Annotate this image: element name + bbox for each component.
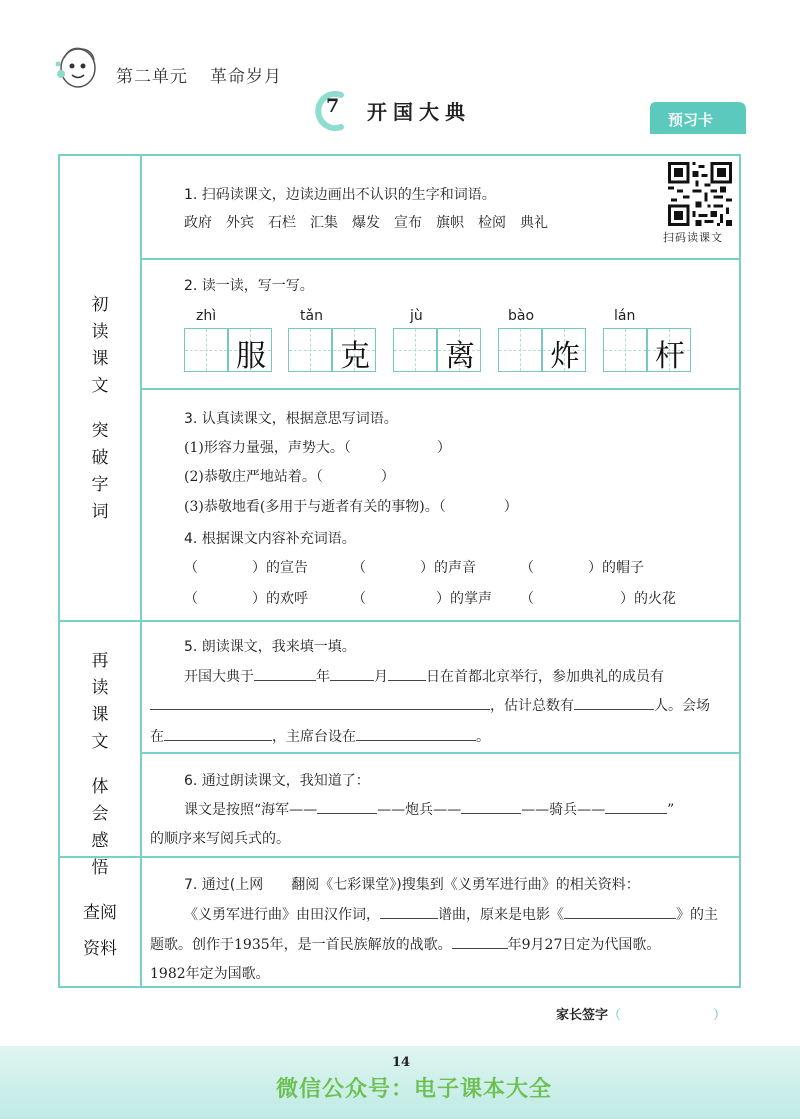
paren-close: ） [503, 499, 518, 515]
paren-open: （ [520, 560, 534, 576]
fill-blank[interactable] [150, 695, 490, 710]
q4-item-text: 的掌声 [450, 591, 492, 607]
q4-item-text: 的帽子 [602, 560, 644, 576]
row-divider [140, 388, 741, 390]
label-char: 会 [91, 804, 109, 824]
q5-line-3 [150, 726, 490, 746]
q5-text: 开国大典于 [184, 669, 254, 685]
q5-text: ，估计总数有 [490, 698, 574, 714]
paren-close: ） [588, 560, 602, 576]
q3-item-text: (1)形容力量强，声势大。（ [184, 440, 351, 456]
q4-item [352, 557, 476, 577]
row-divider [140, 752, 741, 754]
unit-number: 第二单元 [116, 67, 188, 87]
section-divider-h [58, 620, 741, 622]
q4-item [184, 588, 308, 608]
label-char: 感 [91, 831, 109, 851]
writing-grid-char [542, 328, 586, 372]
label-word: 查阅 [83, 903, 117, 923]
fill-blank[interactable] [574, 695, 654, 710]
parent-sign-label: 家长签字 [556, 1008, 609, 1023]
q6-text: ——骑兵—— [521, 802, 606, 818]
q4-item [520, 588, 676, 608]
label-char: 体 [91, 777, 109, 797]
paren-close: ） [620, 591, 634, 607]
q5-text: 年 [316, 669, 330, 685]
q5-text: 在 [150, 729, 164, 745]
preview-card-label: 预习卡 [668, 111, 714, 129]
grid-char: 服 [236, 339, 266, 374]
label-char: 课 [91, 705, 109, 725]
label-char: 突 [91, 421, 109, 441]
section-divider [140, 154, 142, 988]
q6-line-2: 的顺序来写阅兵式的。 [150, 831, 290, 847]
q1-words: 政府 外宾 石栏 汇集 爆发 宣布 旗帜 检阅 典礼 [184, 215, 548, 231]
q3-item-text: (2)恭敬庄严地站着。（ [184, 469, 323, 485]
writing-grid-char [437, 328, 481, 372]
label-char: 文 [91, 376, 109, 396]
q7-text: 《义勇军进行曲》由田汉作词， [184, 907, 380, 923]
q7-text: 》的主 [676, 907, 718, 923]
fill-blank[interactable] [356, 726, 476, 741]
q7-line-1 [184, 904, 718, 924]
grid-char: 离 [445, 339, 475, 374]
label-char: 破 [91, 448, 109, 468]
paren-open: （ [608, 1008, 622, 1023]
grid-char: 克 [340, 339, 370, 374]
q4-item-text: 的欢呼 [266, 591, 308, 607]
q4-item-text: 的声音 [434, 560, 476, 576]
fill-blank[interactable] [330, 666, 374, 681]
lesson-number: 7 [326, 95, 340, 117]
fill-blank[interactable] [317, 799, 377, 814]
pinyin: bào [508, 308, 535, 324]
q5-text: 月 [374, 669, 388, 685]
q7-line-3: 1982年定为国歌。 [150, 966, 270, 982]
writing-grid-blank[interactable] [393, 328, 437, 372]
fill-blank[interactable] [452, 934, 508, 949]
grid-char: 炸 [550, 339, 580, 374]
q5-prompt: 5. 朗读课文，我来填一填。 [184, 639, 356, 655]
q4-item-text: 的宣告 [266, 560, 308, 576]
q7-line-2 [150, 934, 660, 954]
writing-grid-blank[interactable] [498, 328, 542, 372]
q2-prompt: 2. 读一读，写一写。 [184, 278, 314, 294]
label-word: 资料 [83, 939, 117, 959]
q5-line-1 [184, 666, 664, 686]
section-label-lookup [76, 895, 124, 967]
paren-open: （ [184, 591, 198, 607]
paren-close: ） [713, 1008, 727, 1023]
fill-blank[interactable] [380, 904, 438, 919]
writing-grid-char [228, 328, 272, 372]
q4-item [352, 588, 492, 608]
label-char: 读 [91, 322, 109, 342]
q5-text: 日在首都北京举行，参加典礼的成员有 [426, 669, 664, 685]
label-char: 词 [91, 502, 109, 522]
q1-prompt: 1. 扫码读课文，边读边画出不认识的生字和词语。 [184, 187, 496, 203]
section-divider-h [58, 856, 741, 858]
page-number: 14 [392, 1055, 411, 1070]
paren-open: （ [520, 591, 534, 607]
label-char: 再 [91, 651, 109, 671]
q4-item [184, 557, 308, 577]
unit-heading [116, 62, 282, 87]
fill-blank[interactable] [388, 666, 426, 681]
q6-line-1 [184, 799, 674, 819]
q4-item-text: 的火花 [634, 591, 676, 607]
pinyin: tǎn [300, 308, 323, 324]
q4-item [520, 557, 644, 577]
label-char: 课 [91, 349, 109, 369]
writing-grid-char [332, 328, 376, 372]
q3-item-3 [184, 496, 518, 516]
writing-grid-blank[interactable] [184, 328, 228, 372]
q6-prompt: 6. 通过朗读课文，我知道了： [184, 773, 370, 789]
fill-blank[interactable] [461, 799, 521, 814]
q7-text: 年9月27日定为代国歌。 [507, 937, 661, 953]
pinyin: zhì [196, 308, 217, 324]
pinyin: lán [614, 308, 636, 324]
section-label-first-read [88, 292, 112, 526]
label-char: 读 [91, 678, 109, 698]
q5-text: 人。会场 [654, 698, 710, 714]
q7-prompt: 7. 通过(上网 翻阅《七彩课堂》)搜集到《义勇军进行曲》的相关资料： [184, 877, 640, 893]
paren-close: ） [252, 560, 266, 576]
section-label-reread [88, 648, 112, 882]
writing-grid-char [647, 328, 691, 372]
label-char: 悟 [91, 858, 109, 878]
q4-prompt: 4. 根据课文内容补充词语。 [184, 531, 356, 547]
paren-close: ） [436, 440, 451, 456]
lesson-title: 开国大典 [367, 100, 471, 124]
fill-blank[interactable] [605, 799, 667, 814]
paren-close: ） [420, 560, 434, 576]
q5-line-2 [150, 695, 710, 715]
paren-open: （ [352, 591, 366, 607]
q7-text: 谱曲，原来是电影《 [438, 907, 564, 923]
paren-close: ） [436, 591, 450, 607]
q3-item-2 [184, 466, 395, 486]
fill-blank[interactable] [164, 726, 272, 741]
watermark-text: 微信公众号：电子课本大全 [276, 1077, 553, 1102]
q5-text: ，主席台设在 [272, 729, 356, 745]
q6-text: ——炮兵—— [377, 802, 462, 818]
unit-name: 革命岁月 [210, 67, 282, 87]
q3-item-text: (3)恭敬地看(多用于与逝者有关的事物)。（ [184, 499, 446, 515]
paren-open: （ [352, 560, 366, 576]
q3-prompt: 3. 认真读课文，根据意思写词语。 [184, 411, 398, 427]
q6-text: ” [667, 802, 675, 818]
qr-caption: 扫码读课文 [663, 231, 723, 244]
label-char: 字 [91, 475, 109, 495]
fill-blank[interactable] [564, 904, 676, 919]
paren-close: ） [252, 591, 266, 607]
mascot-illustration [52, 44, 100, 90]
q5-text: 。 [476, 729, 490, 745]
writing-grid-blank[interactable] [288, 328, 332, 372]
grid-char: 杆 [655, 339, 685, 374]
label-char: 初 [91, 295, 109, 315]
parent-signature [556, 1004, 726, 1023]
q7-text: 题歌。创作于1935年，是一首民族解放的战歌。 [150, 937, 452, 953]
q3-item-1 [184, 437, 451, 457]
q6-text: 课文是按照“海军—— [184, 802, 318, 818]
pinyin: jù [410, 308, 423, 324]
paren-open: （ [184, 560, 198, 576]
qr-code-icon[interactable] [668, 162, 732, 226]
label-char: 文 [91, 732, 109, 752]
paren-close: ） [380, 469, 395, 485]
row-divider [140, 258, 741, 260]
writing-grid-blank[interactable] [603, 328, 647, 372]
fill-blank[interactable] [254, 666, 316, 681]
